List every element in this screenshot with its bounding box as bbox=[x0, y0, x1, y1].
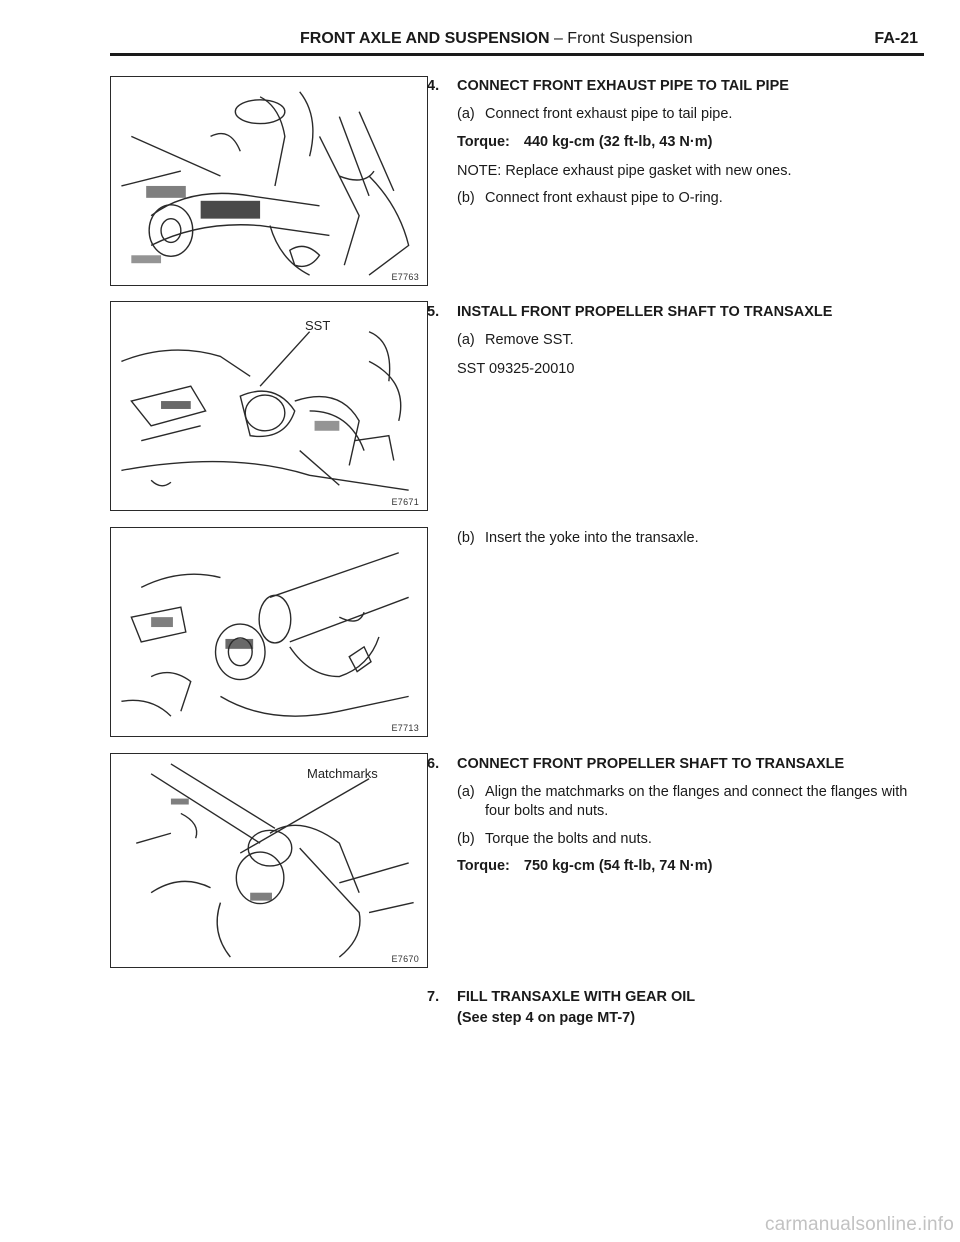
figure-code: E7671 bbox=[391, 497, 419, 507]
header-section: FRONT AXLE AND SUSPENSION bbox=[300, 30, 550, 47]
substep-tag: (b) bbox=[457, 190, 475, 207]
substep-a bbox=[457, 331, 927, 350]
substep-text: Connect front exhaust pipe to O-ring. bbox=[485, 190, 723, 207]
figure-code: E7763 bbox=[391, 272, 419, 282]
substep-text: Connect front exhaust pipe to tail pipe. bbox=[485, 105, 733, 122]
yoke-illustration bbox=[111, 528, 427, 736]
step-7 bbox=[427, 988, 927, 1028]
step-heading bbox=[427, 988, 927, 1007]
torque-value: 750 kg-cm (54 ft-lb, 74 N·m) bbox=[523, 858, 713, 875]
step-title: FILL TRANSAXLE WITH GEAR OIL bbox=[457, 989, 696, 1005]
figure-yoke bbox=[110, 527, 428, 737]
substep-tag: (b) bbox=[457, 830, 475, 847]
step-number: 5. bbox=[427, 304, 440, 320]
matchmarks-illustration bbox=[111, 754, 427, 967]
figure-code: E7670 bbox=[391, 954, 419, 964]
figure-sst bbox=[110, 301, 428, 511]
substep-a bbox=[457, 105, 927, 124]
torque-spec bbox=[457, 133, 927, 152]
step-heading bbox=[427, 77, 927, 96]
step-number: 7. bbox=[427, 989, 440, 1005]
sst-callout: SST bbox=[305, 318, 331, 333]
sst-illustration bbox=[111, 302, 427, 510]
header-rule bbox=[110, 53, 924, 56]
header-separator: – bbox=[549, 30, 568, 47]
step-reference: (See step 4 on page MT-7) bbox=[457, 1009, 636, 1026]
substep-tag: (a) bbox=[457, 783, 475, 800]
substep-text: Insert the yoke into the transaxle. bbox=[485, 530, 699, 546]
torque-spec bbox=[457, 857, 927, 876]
figure-exhaust-pipe bbox=[110, 76, 428, 286]
substep-b bbox=[457, 830, 927, 849]
figure-code: E7713 bbox=[391, 723, 419, 733]
page-number: FA-21 bbox=[874, 30, 918, 47]
substep-b bbox=[457, 189, 927, 208]
figure-matchmarks bbox=[110, 753, 428, 968]
torque-value: 440 kg-cm (32 ft-lb, 43 N·m) bbox=[523, 133, 713, 150]
torque-label: Torque: bbox=[457, 133, 510, 150]
watermark: carmanualsonline.info bbox=[764, 1214, 954, 1235]
substep-text: Torque the bolts and nuts. bbox=[485, 830, 652, 847]
exhaust-pipe-illustration bbox=[111, 77, 427, 285]
step-title: INSTALL FRONT PROPELLER SHAFT TO TRANSAXLE bbox=[457, 304, 833, 320]
step-number: 6. bbox=[427, 756, 440, 772]
header-title bbox=[300, 30, 693, 48]
substep-tag: (a) bbox=[457, 331, 475, 348]
note: NOTE: Replace exhaust pipe gasket with new ones. bbox=[457, 162, 792, 179]
step-5-substep-b bbox=[427, 529, 927, 548]
step-heading bbox=[427, 755, 927, 774]
step-title: CONNECT FRONT EXHAUST PIPE TO TAIL PIPE bbox=[457, 78, 789, 94]
substep-b bbox=[457, 529, 927, 548]
step-title: CONNECT FRONT PROPELLER SHAFT TO TRANSAXLE bbox=[457, 756, 845, 772]
step-5 bbox=[427, 303, 927, 379]
matchmarks-callout: Matchmarks bbox=[307, 766, 378, 781]
torque-label: Torque: bbox=[457, 858, 510, 875]
page-header bbox=[110, 30, 922, 54]
sst-number: SST 09325-20010 bbox=[457, 360, 575, 377]
step-4 bbox=[427, 77, 927, 208]
header-subsection: Front Suspension bbox=[567, 30, 693, 47]
substep-a bbox=[457, 783, 927, 821]
step-6 bbox=[427, 755, 927, 876]
substep-text: Align the matchmarks on the flanges and connect the flanges with four bolts and nuts. bbox=[485, 783, 908, 819]
substep-tag: (b) bbox=[457, 530, 475, 546]
substep-text: Remove SST. bbox=[485, 331, 574, 348]
step-number: 4. bbox=[427, 78, 440, 94]
substep-tag: (a) bbox=[457, 105, 475, 122]
step-heading bbox=[427, 303, 927, 322]
